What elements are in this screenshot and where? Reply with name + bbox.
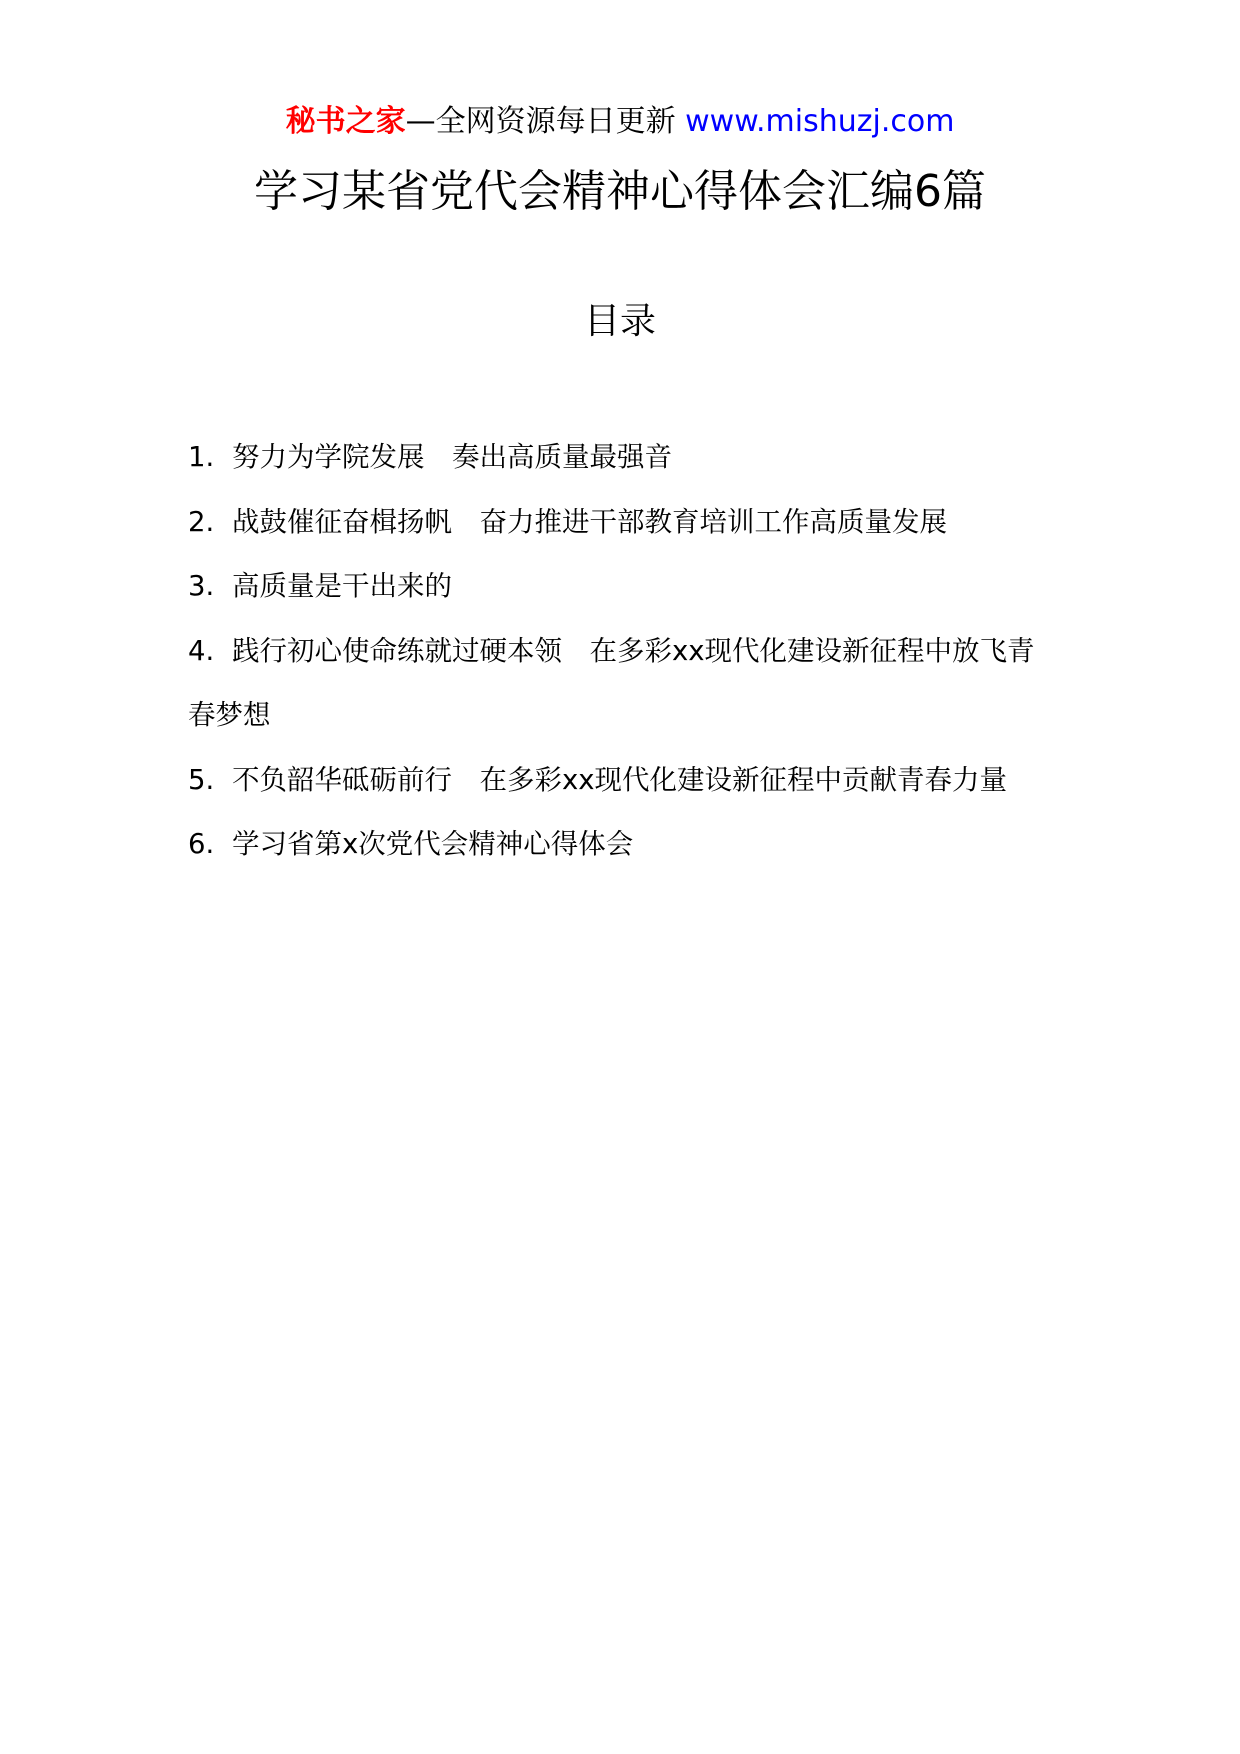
toc-item-number: 2.: [188, 505, 215, 538]
toc-item-number: 6.: [188, 828, 215, 860]
watermark-header: [0, 100, 1240, 144]
toc-item-text: 学习省第x次党代会精神心得体会: [232, 828, 634, 860]
toc-item-text: 高质量是干出来的: [232, 570, 452, 602]
toc-item-text: 战鼓催征奋楫扬帆 奋力推进干部教育培训工作高质量发展: [232, 505, 947, 538]
toc-item-text: 不负韶华砥砺前行 在多彩xx现代化建设新征程中贡献青春力量: [232, 763, 1008, 796]
toc-item-number: 4.: [188, 634, 215, 667]
brand-name: 秘书之家: [285, 104, 406, 139]
toc-heading: 目录: [583, 301, 656, 342]
toc-item[interactable]: [188, 812, 1058, 877]
toc-item-text: 践行初心使命练就过硬本领 在多彩xx现代化建设新征程中放飞青春梦想: [188, 634, 1035, 731]
toc-item-number: 1.: [188, 441, 215, 473]
toc-item[interactable]: [188, 425, 1058, 490]
header-tagline: —全网资源每日更新: [405, 104, 686, 139]
toc-item-text: 努力为学院发展 奏出高质量最强音: [232, 441, 672, 473]
toc-item-number: 5.: [188, 763, 215, 796]
table-of-contents: [188, 425, 1058, 877]
toc-item[interactable]: [188, 554, 1058, 619]
toc-item-number: 3.: [188, 570, 215, 602]
document-title: 学习某省党代会精神心得体会汇编6篇: [254, 166, 986, 217]
toc-item[interactable]: [188, 490, 1058, 555]
site-url-link[interactable]: www.mishuzj.com: [685, 104, 955, 139]
toc-item[interactable]: [188, 619, 1058, 748]
toc-item[interactable]: [188, 748, 1058, 813]
